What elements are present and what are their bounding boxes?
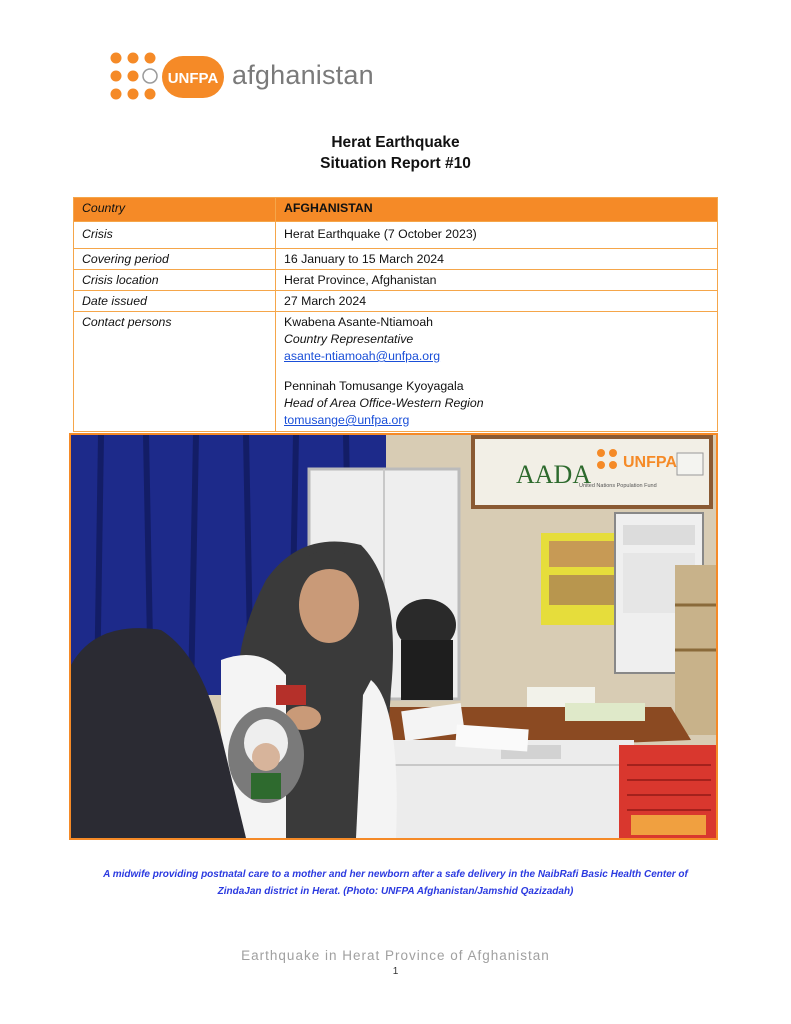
clinic-scene-illustration <box>71 435 716 838</box>
contact-email-link[interactable]: tomusange@unfpa.org <box>284 413 410 427</box>
un-emblem-icon <box>143 69 157 83</box>
report-subtitle: Situation Report #10 <box>320 155 471 172</box>
row-value-country: AFGHANISTAN <box>276 198 718 222</box>
poster-title: AADA <box>516 460 592 489</box>
caption-line-1: A midwife providing postnatal care to a mother and her newborn after a safe delivery in the NaibRafi Basic Health Center of <box>103 869 688 880</box>
unfpa-logo-mark <box>104 46 234 112</box>
row-key-contact-persons: Contact persons <box>74 312 276 432</box>
row-value-covering-period: 16 January to 15 March 2024 <box>276 249 718 270</box>
table-row <box>74 198 718 222</box>
logo-brand-text: UNFPA <box>167 70 219 87</box>
row-key-date-issued: Date issued <box>74 291 276 312</box>
table-row <box>74 291 718 312</box>
report-title: Herat Earthquake <box>331 134 460 151</box>
contact-email-link[interactable]: asante-ntiamoah@unfpa.org <box>284 349 441 363</box>
row-value-date-issued: 27 March 2024 <box>276 291 718 312</box>
row-value-crisis: Herat Earthquake (7 October 2023) <box>276 222 718 249</box>
table-row <box>74 270 718 291</box>
photo-caption <box>80 866 711 900</box>
row-key-crisis: Crisis <box>74 222 276 249</box>
row-key-crisis-location: Crisis location <box>74 270 276 291</box>
report-info-table <box>73 197 718 432</box>
caption-line-2: ZindaJan district in Herat. (Photo: UNFPA Afghanistan/Jamshid Qazizadah) <box>217 886 574 897</box>
unfpa-afghanistan-logo <box>104 46 394 112</box>
poster-brand: UNFPA <box>623 454 677 471</box>
row-key-country: Country <box>74 198 276 222</box>
contact-name: Penninah Tomusange Kyoyagala <box>284 379 464 393</box>
contact-role: Head of Area Office-Western Region <box>284 396 484 410</box>
midwife-photo <box>69 433 718 840</box>
logo-country-text: afghanistan <box>232 60 374 90</box>
contact-persons-cell <box>276 312 718 432</box>
contact-role: Country Representative <box>284 332 414 346</box>
row-value-crisis-location: Herat Province, Afghanistan <box>276 270 718 291</box>
row-key-covering-period: Covering period <box>74 249 276 270</box>
page-footer: Earthquake in Herat Province of Afghanistan <box>241 948 550 963</box>
table-row <box>74 312 718 432</box>
table-row <box>74 222 718 249</box>
poster-subtitle: United Nations Population Fund <box>579 483 657 489</box>
page-number: 1 <box>392 966 399 977</box>
table-row <box>74 249 718 270</box>
contact-name: Kwabena Asante-Ntiamoah <box>284 315 434 329</box>
